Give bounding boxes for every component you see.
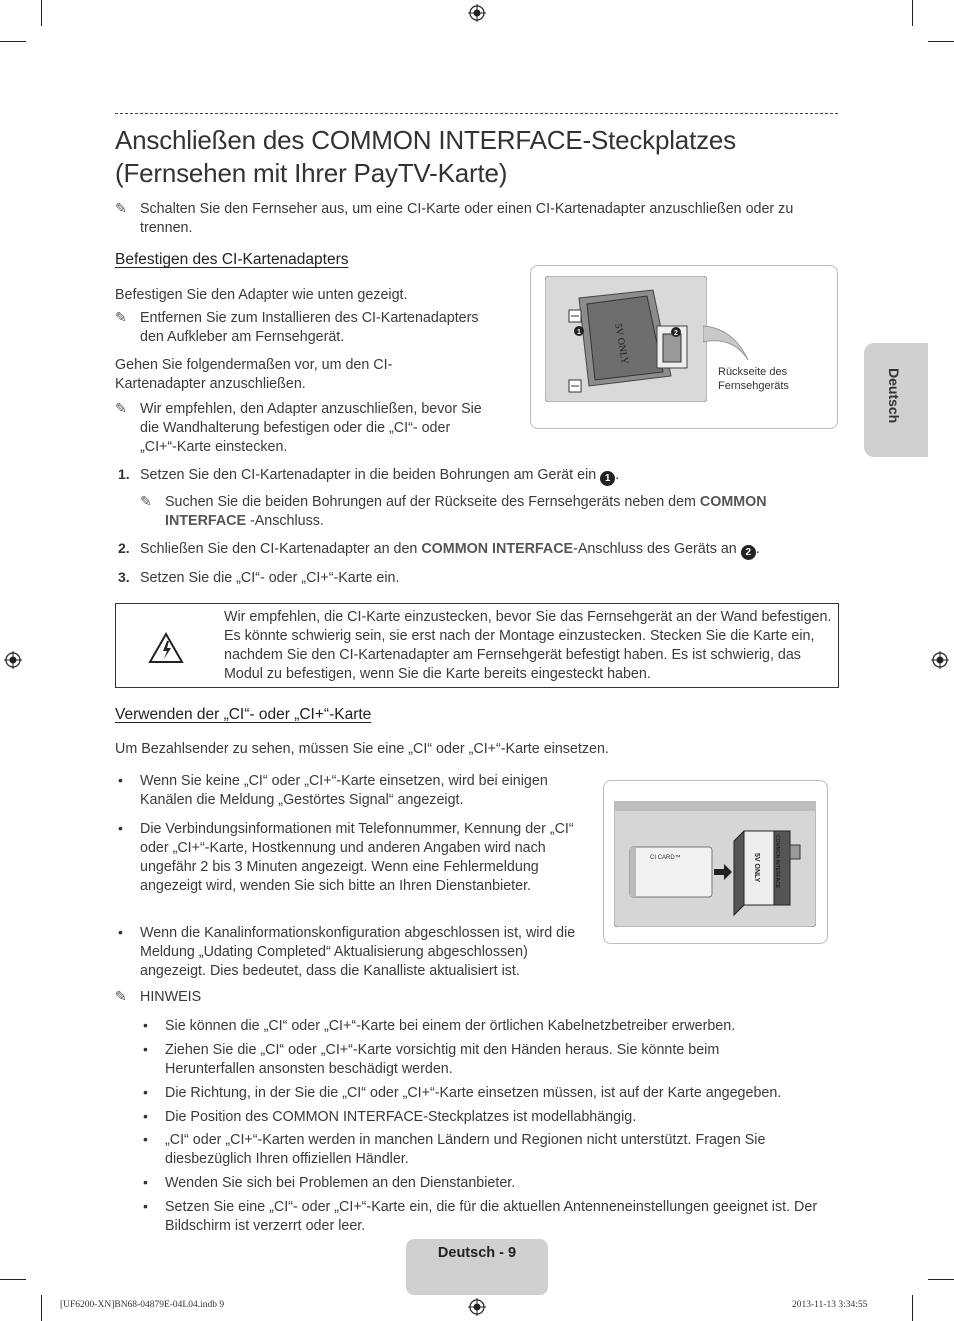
crop-mark [912, 1295, 913, 1321]
list-item: Setzen Sie eine „CI“- oder „CI+“-Karte ein, die für die aktuellen Antenneneinstellungen geeignet ist. Der Bildschirm ist verzerrt oder leer. [165, 1199, 818, 1234]
list-item: Wenn Sie keine „CI“ oder „CI+“-Karte einsetzen, wird bei einigen Kanälen die Meldung „Gestörtes Signal“ angezeigt. [140, 773, 548, 808]
step-1-note [165, 493, 830, 531]
note-pencil-icon: ✎ [115, 200, 127, 216]
marker-1-icon: 1 [600, 471, 615, 486]
step-2-bold: COMMON INTERFACE [421, 541, 574, 557]
bullet-icon: • [118, 772, 123, 788]
note-pencil-icon: ✎ [140, 493, 152, 509]
step-1-note-text: -Anschluss. [246, 513, 324, 529]
step-2 [140, 540, 830, 560]
note-pencil-icon: ✎ [115, 400, 127, 416]
section-heading-adapter: Befestigen des CI-Kartenadapters [115, 251, 349, 268]
marker-2-icon: 2 [741, 545, 756, 560]
crop-mark [928, 1279, 954, 1280]
step-2-end: . [755, 541, 760, 557]
marker-2: 2 [674, 330, 678, 337]
print-info-right: 2013-11-13 3:34:55 [792, 1300, 868, 1310]
crop-mark [41, 0, 42, 26]
bullet-icon: • [143, 1084, 148, 1100]
crop-mark [0, 1279, 26, 1280]
list-item: Die Verbindungsinformationen mit Telefonnummer, Kennung der „CI“ oder „CI+“-Karte, Hostkennung und anderen Angaben wird nach ungefähr 2 bis 3 Minuten angezeigt. Wenn eine Fehlermeldung angezeigt wird, wenden Sie sich bitte an Ihren Dienstanbieter. [140, 821, 574, 894]
list-item: Sie können die „CI“ oder „CI+“-Karte bei einem der örtlichen Kabelnetzbetreiber erwerben. [165, 1018, 736, 1034]
registration-mark-icon [931, 651, 949, 669]
module-label: COMMON INTERFACE [774, 835, 780, 889]
bullet-icon: • [118, 820, 123, 836]
page-title-line2: (Fernsehen mit Ihrer PayTV-Karte) [115, 158, 508, 188]
adapter-figure [530, 265, 838, 429]
intro-note: Schalten Sie den Fernseher aus, um eine CI-Karte oder einen CI-Kartenadapter anzuschließen oder zu trennen. [140, 201, 794, 236]
figure-caption: Rückseite des Fernsehgeräts [718, 366, 789, 392]
list-item: „CI“ oder „CI+“-Karten werden in manchen Ländern und Regionen nicht unterstützt. Fragen Sie diesbezüglich Ihren offiziellen Händler. [165, 1132, 766, 1167]
crop-mark [912, 0, 913, 26]
bullet-icon: • [118, 924, 123, 940]
warning-text: Wir empfehlen, die CI-Karte einzustecken, bevor Sie das Fernsehgerät an der Wand befestigen. Es könnte schwierig sein, sie erst nach der Montage einzustecken. Stecken Sie die Karte ein, nachdem Sie den CI-Kartenadapter am Fernsehgerät befestigt haben. Es ist schwierig, das Modul zu befestigen, wenn Sie die Karte bereits eingesteckt haben. [224, 609, 832, 682]
step-1-note-bold: INTERFACE [165, 513, 247, 529]
language-tab-label: Deutsch [886, 368, 902, 424]
bullet-icon: • [143, 1131, 148, 1147]
bullet-icon: • [143, 1198, 148, 1214]
marker-1: 1 [577, 329, 581, 336]
bullet-icon: • [143, 1017, 148, 1033]
warning-icon [148, 632, 184, 664]
step-number: 2. [118, 540, 130, 556]
note-pencil-icon: ✎ [115, 988, 127, 1004]
print-info-left: [UF6200-XN]BN68-04879E-04L04.indb 9 [60, 1300, 225, 1310]
bullet-icon: • [143, 1174, 148, 1190]
crop-mark [41, 1295, 42, 1321]
section1-paragraph: Gehen Sie folgendermaßen vor, um den CI-Kartenadapter anzuschließen. [115, 357, 393, 392]
step-2-text: -Anschluss des Geräts an [573, 541, 737, 557]
bullet-icon: • [143, 1041, 148, 1057]
page-number: Deutsch - 9 [437, 1245, 517, 1261]
step-number: 1. [118, 466, 130, 482]
step-number: 3. [118, 569, 130, 585]
note-pencil-icon: ✎ [115, 309, 127, 325]
section1-note: Entfernen Sie zum Installieren des CI-Kartenadapters den Aufkleber am Fernsehgerät. [140, 310, 479, 345]
list-item: Die Position des COMMON INTERFACE-Steckplatzes ist modellabhängig. [165, 1109, 637, 1125]
warning-box [115, 603, 839, 688]
registration-mark-icon [468, 1298, 486, 1316]
step-1-text: Setzen Sie den CI-Kartenadapter in die beiden Bohrungen am Gerät ein [140, 467, 597, 483]
hinweis-label: HINWEIS [140, 989, 202, 1005]
ci-card-illustration [614, 801, 816, 927]
bullet-icon: • [143, 1108, 148, 1124]
adapter-illustration [545, 276, 707, 402]
section-heading-ci-card: Verwenden der „CI“- oder „CI+“-Karte [115, 706, 372, 723]
page-title [115, 124, 835, 190]
registration-mark-icon [4, 651, 22, 669]
page-title-line1: Anschließen des COMMON INTERFACE-Steckplatzes [115, 125, 736, 155]
list-item: Die Richtung, in der Sie die „CI“ oder „CI+“-Karte einsetzen müssen, ist auf der Karte angegeben. [165, 1085, 782, 1101]
step-2-text: Schließen Sie den CI-Kartenadapter an den [140, 541, 422, 557]
section1-paragraph: Befestigen Sie den Adapter wie unten gezeigt. [115, 287, 408, 303]
crop-mark [928, 41, 954, 42]
step-1-note-text: Suchen Sie die beiden Bohrungen auf der Rückseite des Fernsehgeräts neben dem [165, 494, 700, 510]
module-5v-label: 5V ONLY [753, 853, 760, 883]
crop-mark [0, 41, 26, 42]
section2-intro: Um Bezahlsender zu sehen, müssen Sie eine „CI“ oder „CI+“-Karte einsetzen. [115, 741, 609, 757]
step-1 [140, 466, 830, 486]
title-divider [115, 113, 838, 114]
ci-card-label: CI CARD™ [650, 855, 681, 861]
list-item: Wenn die Kanalinformationskonfiguration abgeschlossen ist, wird die Meldung „Udating Completed“ Aktualisierung abgeschlossen) angezeigt. Dies bedeutet, dass die Kanalliste aktualisiert ist. [140, 925, 576, 979]
step-1-end: . [615, 467, 620, 483]
step-1-note-bold: COMMON [699, 494, 767, 510]
step-3: Setzen Sie die „CI“- oder „CI+“-Karte ein. [140, 570, 400, 586]
registration-mark-icon [468, 4, 486, 22]
callout-curve [703, 296, 753, 362]
adapter-label: 5V ONLY [612, 322, 631, 366]
list-item: Wenden Sie sich bei Problemen an den Dienstanbieter. [165, 1175, 516, 1191]
section1-note: Wir empfehlen, den Adapter anzuschließen, bevor Sie die Wandhalterung befestigen oder die „CI“- oder „CI+“-Karte einstecken. [140, 401, 482, 455]
list-item: Ziehen Sie die „CI“ oder „CI+“-Karte vorsichtig mit den Händen heraus. Sie könnte beim Herunterfallen ansonsten beschädigt werden. [165, 1042, 720, 1077]
ci-card-figure [603, 780, 828, 944]
